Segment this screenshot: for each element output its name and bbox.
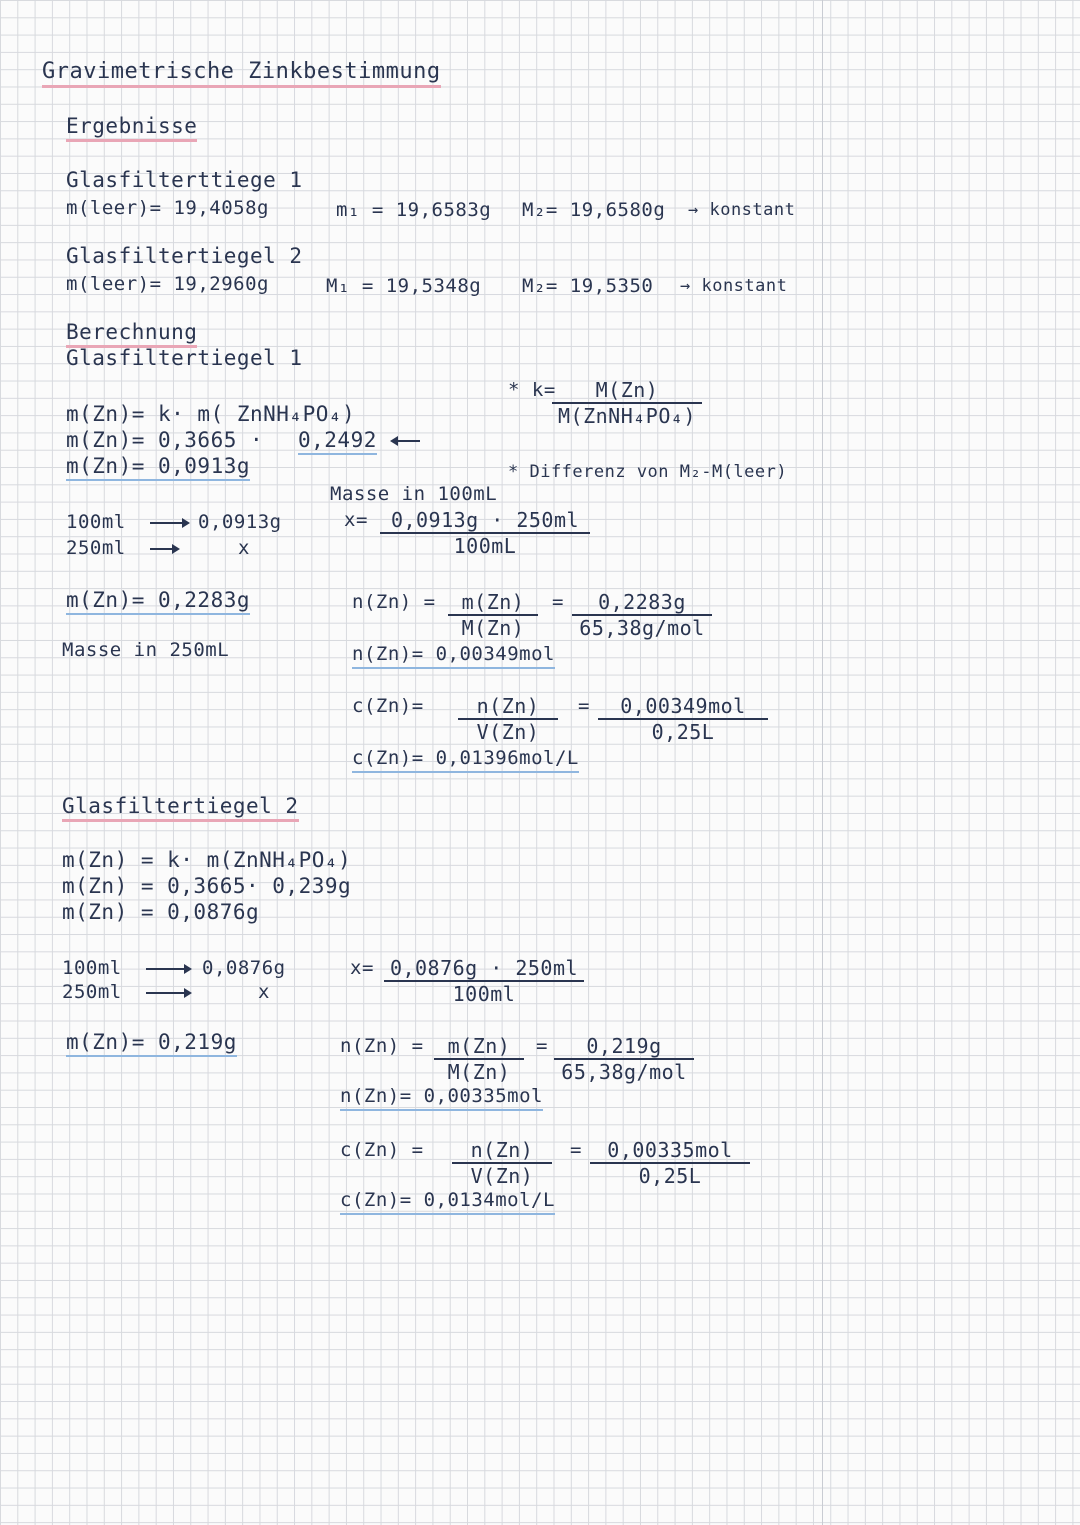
calculation-heading: Berechnung bbox=[66, 320, 197, 348]
right-arrow-icon bbox=[150, 522, 188, 524]
left-arrow-icon bbox=[392, 440, 420, 442]
t1-x-fraction bbox=[380, 508, 590, 558]
t2-zinc-mass-250ml: m(Zn)= 0,219g bbox=[66, 1030, 237, 1057]
t2-n-fraction bbox=[434, 1034, 524, 1084]
t1-n-values-denominator: 65,38g/mol bbox=[579, 616, 705, 640]
t2-x-numerator: 0,0876g · 250ml bbox=[384, 956, 584, 982]
t1-n-numerator: m(Zn) bbox=[448, 590, 538, 616]
calc-tiegel2-label: Glasfiltertiegel 2 bbox=[62, 794, 299, 822]
t2-ratio-mass-1: 0,0876g bbox=[202, 957, 286, 979]
t1-ratio-volume-1: 100ml bbox=[66, 511, 126, 533]
t2-n-values-numerator: 0,219g bbox=[554, 1034, 694, 1060]
t2-c-fraction bbox=[452, 1138, 552, 1188]
t1-n-values-fraction bbox=[572, 590, 712, 640]
tiegel1-label: Glasfilterttiege 1 bbox=[66, 168, 303, 192]
t1-x-denominator: 100mL bbox=[453, 534, 517, 558]
t1-c-numerator: n(Zn) bbox=[458, 694, 558, 720]
t1-n-fraction bbox=[448, 590, 538, 640]
t1-zinc-mass-250ml: m(Zn)= 0,2283g bbox=[66, 588, 250, 615]
results-heading: Ergebnisse bbox=[66, 114, 197, 142]
tiegel1-m2: M₂= 19,6580g bbox=[522, 199, 666, 221]
t1-c-result: c(Zn)= 0,01396mol/L bbox=[352, 746, 579, 773]
t1-c-lhs: c(Zn)= bbox=[352, 695, 424, 717]
tiegel1-m1: m₁ = 19,6583g bbox=[336, 199, 492, 221]
t2-c-lhs: c(Zn) = bbox=[340, 1139, 424, 1161]
t2-n-lhs: n(Zn) = bbox=[340, 1035, 424, 1057]
tiegel1-constant-note: → konstant bbox=[688, 200, 796, 220]
t2-n-result: n(Zn)= 0,00335mol bbox=[340, 1084, 543, 1111]
mass-in-250ml-label: Masse in 250mL bbox=[62, 639, 230, 661]
t1-substitution-lhs: m(Zn)= 0,3665 · bbox=[66, 428, 264, 452]
t2-ratio-volume-2: 250ml bbox=[62, 981, 122, 1003]
t2-c-values-fraction bbox=[590, 1138, 750, 1188]
right-arrow-icon bbox=[146, 968, 190, 970]
t2-n-denominator: M(Zn) bbox=[447, 1060, 511, 1084]
t2-n-numerator: m(Zn) bbox=[434, 1034, 524, 1060]
t1-n-result: n(Zn)= 0,00349mol bbox=[352, 642, 555, 669]
right-arrow-icon bbox=[150, 548, 178, 550]
k-note-numerator: M(Zn) bbox=[552, 378, 702, 404]
t1-formula-line: m(Zn)= k· m( ZnNH₄PO₄) bbox=[66, 402, 356, 426]
t1-x-lhs: x= bbox=[344, 509, 368, 531]
t2-c-numerator: n(Zn) bbox=[452, 1138, 552, 1164]
t1-c-values-numerator: 0,00349mol bbox=[598, 694, 768, 720]
t1-c-equals: = bbox=[578, 695, 590, 717]
t2-n-equals: = bbox=[536, 1035, 548, 1057]
t2-n-values-fraction bbox=[554, 1034, 694, 1084]
t2-zinc-mass-100ml: m(Zn) = 0,0876g bbox=[62, 900, 260, 924]
t2-c-result: c(Zn)= 0,0134mol/L bbox=[340, 1188, 555, 1215]
t1-n-equals: = bbox=[552, 591, 564, 613]
tiegel2-empty-mass: m(leer)= 19,2960g bbox=[66, 273, 269, 295]
t2-x-lhs: x= bbox=[350, 957, 374, 979]
t2-formula-line: m(Zn) = k· m(ZnNH₄PO₄) bbox=[62, 848, 352, 872]
page-title: Gravimetrische Zinkbestimmung bbox=[42, 60, 441, 88]
t1-c-denominator: V(Zn) bbox=[476, 720, 540, 744]
tiegel2-label: Glasfiltertiegel 2 bbox=[66, 244, 303, 268]
k-note-fraction bbox=[552, 378, 702, 428]
t2-c-values-denominator: 0,25L bbox=[638, 1164, 702, 1188]
mass-in-100ml-label: Masse in 100mL bbox=[330, 483, 498, 505]
t1-n-values-numerator: 0,2283g bbox=[572, 590, 712, 616]
tiegel2-m1: M₁ = 19,5348g bbox=[326, 275, 482, 297]
t1-zinc-mass-100ml: m(Zn)= 0,0913g bbox=[66, 454, 250, 481]
t2-x-fraction bbox=[384, 956, 584, 1006]
calc-tiegel1-label: Glasfiltertiegel 1 bbox=[66, 346, 303, 370]
t1-precipitate-mass: 0,2492 bbox=[298, 428, 377, 455]
t2-x-denominator: 100ml bbox=[452, 982, 516, 1006]
t1-c-values-denominator: 0,25L bbox=[651, 720, 715, 744]
t1-x-numerator: 0,0913g · 250ml bbox=[380, 508, 590, 534]
page-margin-line bbox=[822, 0, 823, 1525]
k-note-lhs: * k= bbox=[508, 379, 556, 401]
right-arrow-icon bbox=[146, 992, 190, 994]
t2-substitution-line: m(Zn) = 0,3665· 0,239g bbox=[62, 874, 352, 898]
t1-ratio-volume-2: 250ml bbox=[66, 537, 126, 559]
tiegel1-empty-mass: m(leer)= 19,4058g bbox=[66, 197, 269, 219]
t2-c-equals: = bbox=[570, 1139, 582, 1161]
t1-n-denominator: M(Zn) bbox=[461, 616, 525, 640]
t2-c-denominator: V(Zn) bbox=[470, 1164, 534, 1188]
k-note-denominator: M(ZnNH₄PO₄) bbox=[558, 404, 696, 428]
t1-c-fraction bbox=[458, 694, 558, 744]
t2-n-values-denominator: 65,38g/mol bbox=[561, 1060, 687, 1084]
t1-ratio-mass-1: 0,0913g bbox=[198, 511, 282, 533]
t2-c-values-numerator: 0,00335mol bbox=[590, 1138, 750, 1164]
tiegel2-m2: M₂= 19,5350 bbox=[522, 275, 654, 297]
t1-c-values-fraction bbox=[598, 694, 768, 744]
tiegel2-constant-note: → konstant bbox=[680, 276, 788, 296]
difference-note: * Differenz von M₂-M(leer) bbox=[508, 462, 788, 482]
t2-ratio-unknown: x bbox=[258, 981, 270, 1003]
t1-ratio-unknown: x bbox=[238, 537, 250, 559]
t2-ratio-volume-1: 100ml bbox=[62, 957, 122, 979]
t1-n-lhs: n(Zn) = bbox=[352, 591, 436, 613]
